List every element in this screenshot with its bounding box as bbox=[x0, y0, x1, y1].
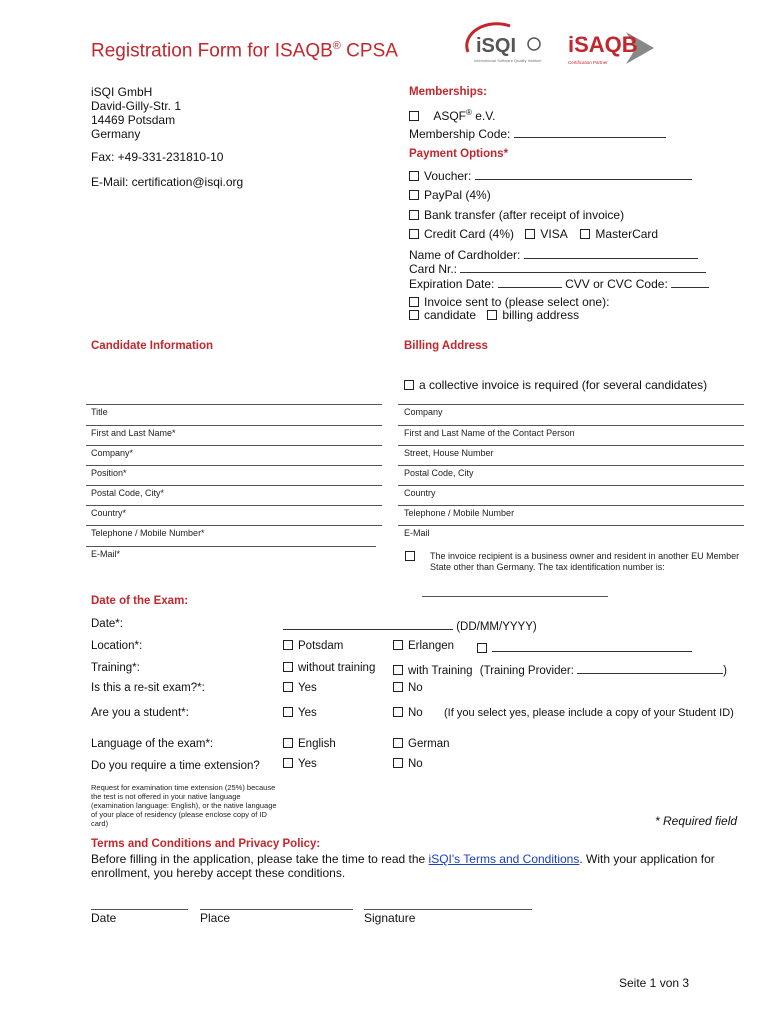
resit-no-checkbox[interactable] bbox=[393, 682, 403, 692]
field-rule bbox=[86, 465, 382, 466]
cardholder-field[interactable]: Name of Cardholder: bbox=[409, 247, 698, 262]
training-provider-line[interactable] bbox=[577, 662, 723, 674]
date-signature-line[interactable] bbox=[91, 909, 188, 910]
candidate-checkbox[interactable] bbox=[409, 310, 419, 320]
location-erlangen[interactable]: Erlangen bbox=[393, 640, 454, 652]
place-signature-line[interactable] bbox=[200, 909, 353, 910]
extension-no-checkbox[interactable] bbox=[393, 758, 403, 768]
invoice-checkbox[interactable] bbox=[409, 297, 419, 307]
extension-yes[interactable]: Yes bbox=[283, 758, 317, 770]
student-no[interactable]: No bbox=[393, 707, 423, 719]
terms-heading: Terms and Conditions and Privacy Policy: bbox=[91, 838, 321, 850]
field-title[interactable]: Title bbox=[91, 407, 108, 417]
student-note: (If you select yes, please include a copy of your Student ID) bbox=[444, 707, 734, 719]
field-company[interactable]: Company* bbox=[91, 448, 134, 458]
svg-text:International Software Quality: International Software Quality Institute bbox=[474, 58, 542, 63]
other-location-checkbox[interactable] bbox=[477, 643, 487, 653]
bank-option[interactable]: Bank transfer (after receipt of invoice) bbox=[409, 208, 624, 222]
signature-line[interactable] bbox=[364, 909, 532, 910]
field-country[interactable]: Country* bbox=[91, 508, 127, 518]
voucher-checkbox[interactable] bbox=[409, 171, 419, 181]
voucher-line[interactable] bbox=[475, 168, 692, 180]
field-rule bbox=[398, 525, 744, 526]
isqi-logo bbox=[462, 22, 552, 66]
potsdam-checkbox[interactable] bbox=[283, 640, 293, 650]
bank-checkbox[interactable] bbox=[409, 210, 419, 220]
credit-card-option[interactable]: Credit Card (4%) VISA MasterCard bbox=[409, 227, 658, 241]
student-label: Are you a student*: bbox=[91, 707, 189, 719]
extension-no[interactable]: No bbox=[393, 758, 423, 770]
without-training-option[interactable]: without training bbox=[283, 662, 375, 674]
billing-address-checkbox[interactable] bbox=[487, 310, 497, 320]
billing-telephone[interactable]: Telephone / Mobile Number bbox=[404, 508, 515, 518]
date-signature-label: Date bbox=[91, 911, 117, 925]
student-yes[interactable]: Yes bbox=[283, 707, 317, 719]
extension-label: Do you require a time extension? bbox=[91, 760, 260, 772]
location-other[interactable] bbox=[477, 640, 692, 655]
svg-text:iSQI: iSQI bbox=[476, 35, 517, 57]
billing-company[interactable]: Company bbox=[404, 407, 443, 417]
terms-link[interactable]: iSQI's Terms and Conditions bbox=[428, 852, 580, 866]
address-block: iSQI GmbH David-Gilly-Str. 1 14469 Potsdam Germany bbox=[91, 85, 182, 141]
resit-label: Is this a re-sit exam?*: bbox=[91, 682, 205, 694]
card-number-line[interactable] bbox=[460, 261, 706, 273]
field-rule bbox=[398, 485, 744, 486]
collective-invoice-checkbox[interactable] bbox=[404, 380, 414, 390]
field-rule bbox=[398, 465, 744, 466]
extension-yes-checkbox[interactable] bbox=[283, 758, 293, 768]
student-yes-checkbox[interactable] bbox=[283, 707, 293, 717]
credit-card-checkbox[interactable] bbox=[409, 229, 419, 239]
cvv-line[interactable] bbox=[671, 276, 709, 288]
billing-postal[interactable]: Postal Code, City bbox=[404, 468, 474, 478]
extension-note: Request for examination time extension (25%) because the test is not offered in your native language (examination language: English), or the native language of your place of residency (please enclose copy of ID card) bbox=[91, 783, 277, 828]
training-label: Training*: bbox=[91, 662, 140, 674]
membership-code-field[interactable]: Membership Code: bbox=[409, 126, 666, 141]
collective-invoice-option[interactable]: a collective invoice is required (for several candidates) bbox=[404, 378, 707, 392]
german-checkbox[interactable] bbox=[393, 738, 403, 748]
field-rule bbox=[86, 445, 382, 446]
billing-contact[interactable]: First and Last Name of the Contact Person bbox=[404, 428, 575, 438]
language-german[interactable]: German bbox=[393, 738, 450, 750]
required-field-note: * Required field bbox=[655, 814, 738, 828]
invoice-recipient-options: candidate billing address bbox=[409, 308, 579, 322]
field-rule bbox=[398, 505, 744, 506]
erlangen-checkbox[interactable] bbox=[393, 640, 403, 650]
mastercard-checkbox[interactable] bbox=[580, 229, 590, 239]
eu-member-checkbox-wrap[interactable] bbox=[405, 547, 420, 565]
field-rule bbox=[86, 425, 382, 426]
with-training-checkbox[interactable] bbox=[393, 665, 403, 675]
terms-text: Before filling in the application, please take the time to read the iSQI's Terms and Conditions. With your application for enrollment, you hereby accept these conditions. bbox=[91, 852, 715, 880]
eu-member-note: The invoice recipient is a business owner and resident in another EU Member State other than Germany. The tax identification number is: bbox=[430, 551, 740, 572]
billing-email[interactable]: E-Mail bbox=[404, 528, 430, 538]
asqf-checkbox[interactable] bbox=[409, 111, 419, 121]
svg-text:iSAQB: iSAQB bbox=[568, 32, 638, 57]
field-rule bbox=[86, 546, 376, 547]
field-name[interactable]: First and Last Name* bbox=[91, 428, 176, 438]
field-rule bbox=[86, 485, 382, 486]
page-number: Seite 1 von 3 bbox=[619, 976, 690, 990]
language-english[interactable]: English bbox=[283, 738, 336, 750]
tax-id-line[interactable] bbox=[422, 596, 608, 597]
date-field[interactable]: (DD/MM/YYYY) bbox=[283, 618, 537, 633]
resit-yes[interactable]: Yes bbox=[283, 682, 317, 694]
memberships-heading: Memberships: bbox=[409, 86, 487, 98]
card-number-field[interactable]: Card Nr.: bbox=[409, 261, 706, 276]
date-line[interactable] bbox=[283, 618, 453, 630]
field-telephone[interactable]: Telephone / Mobile Number* bbox=[91, 528, 205, 538]
page-title: Registration Form for ISAQB® CPSA bbox=[91, 40, 398, 62]
candidate-heading: Candidate Information bbox=[91, 340, 214, 352]
visa-checkbox[interactable] bbox=[525, 229, 535, 239]
language-label: Language of the exam*: bbox=[91, 738, 214, 750]
resit-no[interactable]: No bbox=[393, 682, 423, 694]
field-rule bbox=[398, 404, 744, 405]
svg-text:Certification Partner: Certification Partner bbox=[568, 60, 608, 65]
resit-yes-checkbox[interactable] bbox=[283, 682, 293, 692]
with-training-option[interactable]: with Training (Training Provider: ) bbox=[393, 662, 727, 677]
expiry-line[interactable] bbox=[498, 276, 562, 288]
payment-heading: Payment Options* bbox=[409, 148, 509, 160]
voucher-option[interactable]: Voucher: bbox=[409, 168, 692, 183]
eu-member-checkbox[interactable] bbox=[405, 551, 415, 561]
place-signature-label: Place bbox=[200, 911, 231, 925]
other-location-line[interactable] bbox=[492, 640, 692, 652]
isaqb-logo bbox=[566, 26, 666, 70]
email: E-Mail: certification@isqi.org bbox=[91, 175, 244, 189]
asqf-option[interactable]: ASQF® e.V. bbox=[409, 106, 496, 123]
english-checkbox[interactable] bbox=[283, 738, 293, 748]
without-training-checkbox[interactable] bbox=[283, 662, 293, 672]
field-postal[interactable]: Postal Code, City* bbox=[91, 488, 165, 498]
fax: Fax: +49-331-231810-10 bbox=[91, 150, 224, 164]
paypal-option[interactable]: PayPal (4%) bbox=[409, 188, 491, 202]
field-rule bbox=[86, 404, 382, 405]
field-rule bbox=[398, 445, 744, 446]
signature-label: Signature bbox=[364, 911, 416, 925]
cardholder-line[interactable] bbox=[524, 247, 698, 259]
location-potsdam[interactable]: Potsdam bbox=[283, 640, 343, 652]
field-rule bbox=[86, 505, 382, 506]
membership-code-line[interactable] bbox=[514, 126, 666, 138]
field-rule bbox=[86, 525, 382, 526]
billing-country[interactable]: Country bbox=[404, 488, 436, 498]
field-rule bbox=[398, 425, 744, 426]
field-email[interactable]: E-Mail* bbox=[91, 549, 121, 559]
date-label: Date*: bbox=[91, 618, 123, 630]
expiry-field[interactable]: Expiration Date: CVV or CVC Code: bbox=[409, 276, 709, 291]
field-position[interactable]: Position* bbox=[91, 468, 127, 478]
exam-heading: Date of the Exam: bbox=[91, 595, 189, 607]
billing-street[interactable]: Street, House Number bbox=[404, 448, 494, 458]
invoice-option: Invoice sent to (please select one): bbox=[409, 295, 609, 309]
location-label: Location*: bbox=[91, 640, 143, 652]
student-no-checkbox[interactable] bbox=[393, 707, 403, 717]
billing-heading: Billing Address bbox=[404, 340, 488, 352]
paypal-checkbox[interactable] bbox=[409, 190, 419, 200]
